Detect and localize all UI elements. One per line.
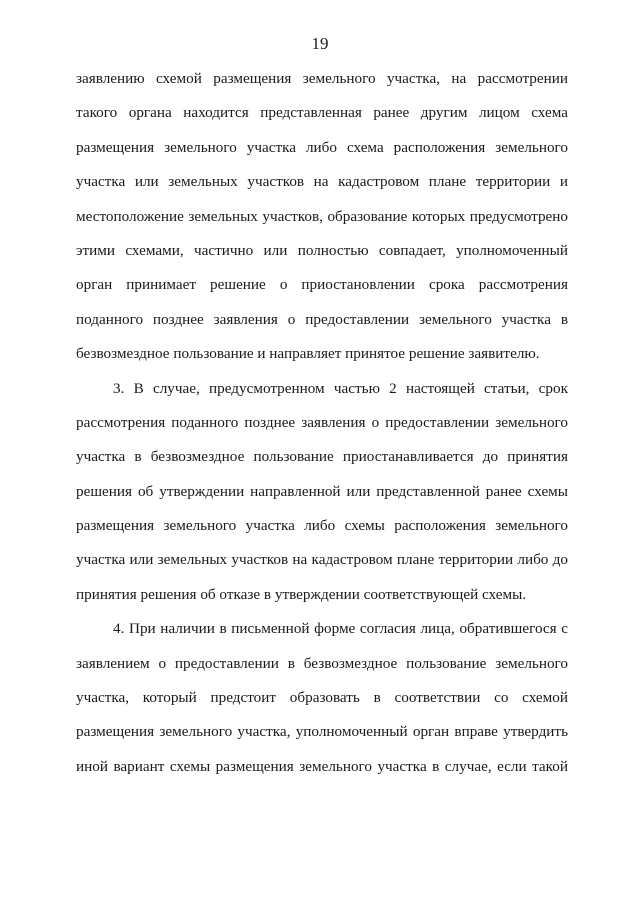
- text-line: размещения земельного участка либо схемы расположения земельного: [76, 517, 568, 535]
- text-line: 4. При наличии в письменной форме согласия лица, обратившегося с: [113, 620, 568, 638]
- document-body: [76, 62, 568, 784]
- text-line: этими схемами, частично или полностью совпадает, уполномоченный: [76, 241, 568, 259]
- text-line: участка в безвозмездное пользование приостанавливается до принятия: [76, 448, 568, 466]
- text-line: принятия решения об отказе в утверждении соответствующей схемы.: [76, 585, 527, 603]
- text-line: участка или земельных участков на кадастровом плане территории и: [76, 173, 568, 191]
- text-line: такого органа находится представленная ранее другим лицом схема: [76, 104, 568, 122]
- text-line: решения об утверждении направленной или представленной ранее схемы: [76, 482, 568, 500]
- text-line: местоположение земельных участков, образование которых предусмотрено: [76, 207, 568, 225]
- text-line: заявлению схемой размещения земельного участка, на рассмотрении: [76, 70, 568, 87]
- paragraph: [76, 372, 568, 613]
- text-line: заявлением о предоставлении в безвозмездное пользование земельного: [76, 654, 568, 672]
- text-line: орган принимает решение о приостановлении срока рассмотрения: [76, 276, 568, 294]
- page-number: 19: [311, 34, 329, 53]
- text-line: иной вариант схемы размещения земельного участка в случае, если такой: [76, 757, 568, 775]
- text-line: 3. В случае, предусмотренном частью 2 настоящей статьи, срок: [113, 379, 568, 397]
- text-line: участка или земельных участков на кадастровом плане территории либо до: [76, 551, 568, 569]
- paragraph: [76, 612, 568, 784]
- text-line: участка, который предстоит образовать в соответствии со схемой: [76, 689, 568, 707]
- text-line: размещения земельного участка либо схема расположения земельного: [76, 138, 568, 156]
- text-line: безвозмездное пользование и направляет принятое решение заявителю.: [76, 345, 540, 363]
- text-line: рассмотрения поданного позднее заявления о предоставлении земельного: [76, 413, 568, 431]
- paragraph: [76, 62, 568, 372]
- text-line: поданного позднее заявления о предоставлении земельного участка в: [76, 310, 568, 328]
- text-line: размещения земельного участка, уполномоченный орган вправе утвердить: [76, 723, 568, 741]
